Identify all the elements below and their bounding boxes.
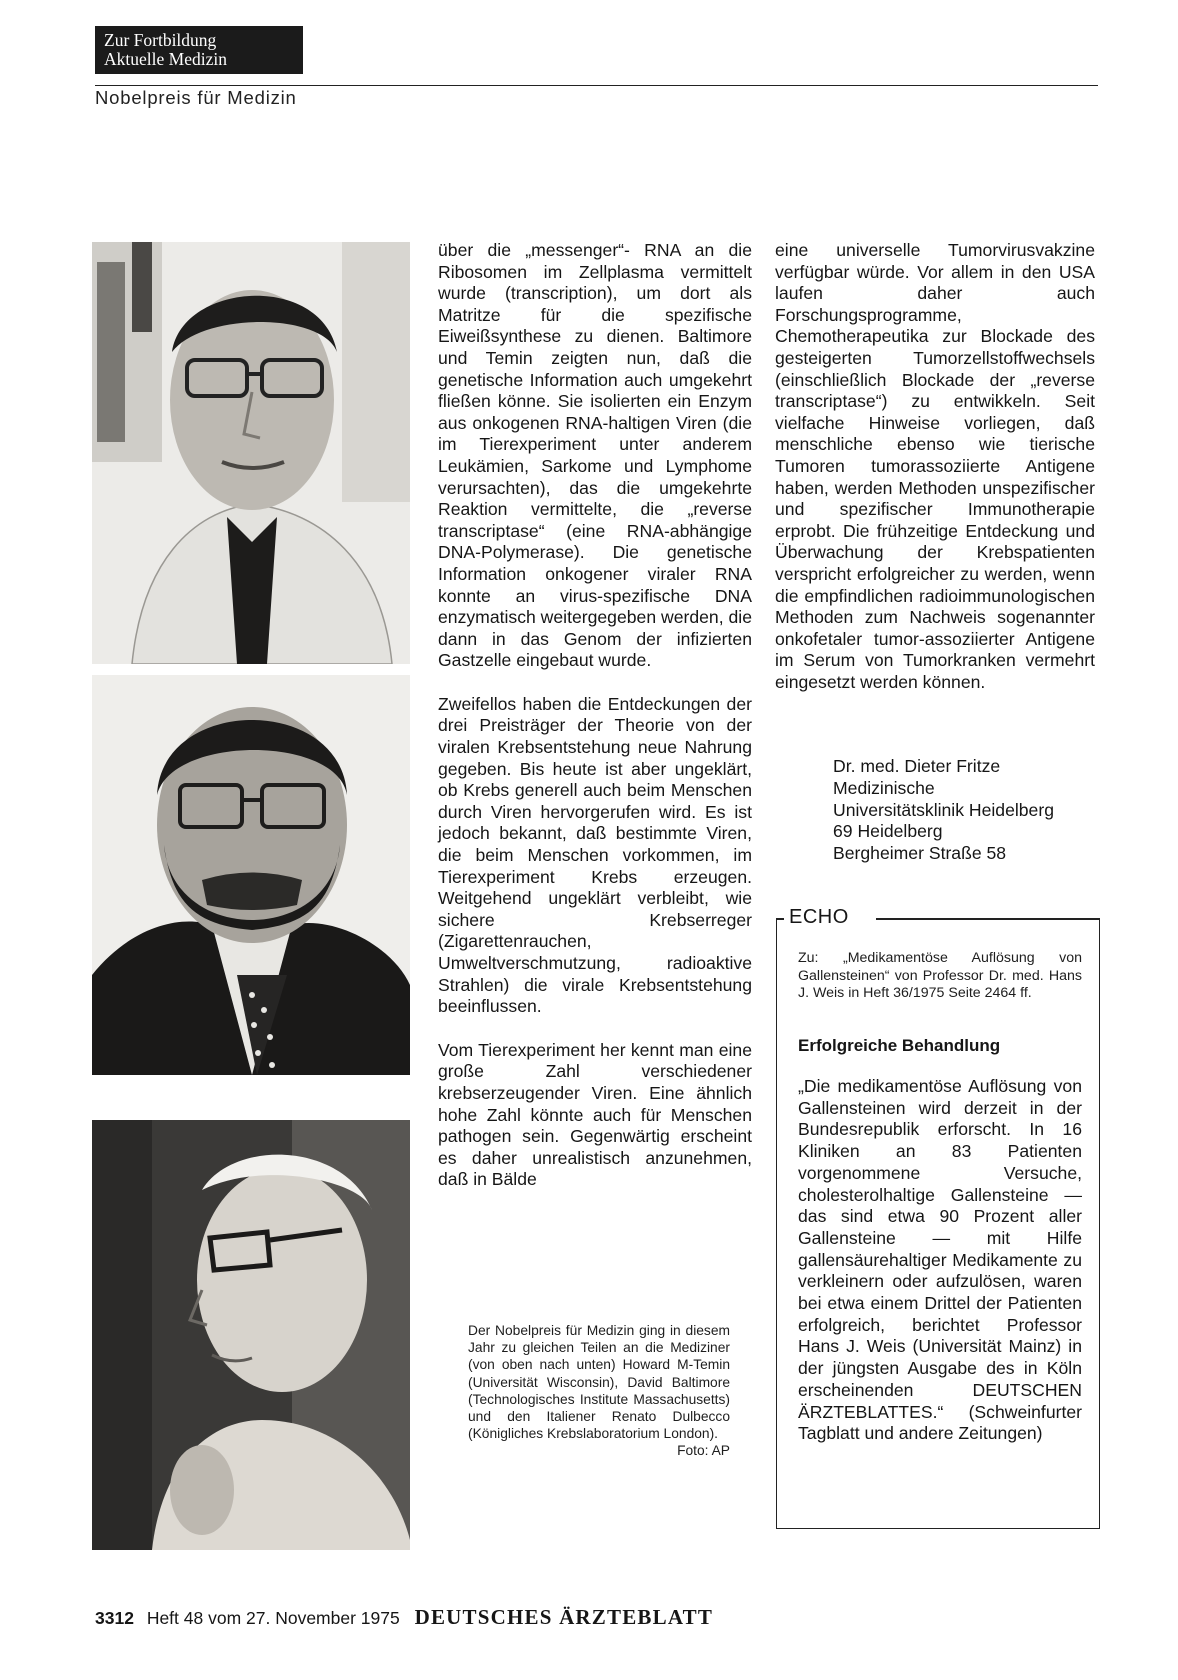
echo-body: „Die medikamentöse Auflösung von Gallensteinen wird derzeit in der Bundesrepublik erforscht. In 16 Kliniken an 83 Patienten vorgenommene Versuche, cholesterolhaltige Gallensteine — das sind etwa 90 Prozent aller Gallensteine — mit Hilfe gallensäurehaltiger Medikamente zu verkleinern oder aufzulösen, waren bei etwa einem Drittel der Patienten erfolgreich, berichtet Professor Hans J. Weis (Universität Mainz) in der jüngsten Ausgabe des in Köln erscheinenden DEUTSCHEN ÄRZTEBLATTES.“ (Schweinfurter Tagblatt und andere Zeitungen) [798,1076,1082,1444]
article-paragraph: eine universelle Tumorvirusvakzine verfügbar würde. Vor allem in den USA laufen daher auch Forschungsprogramme, Chemotherapeutika zur Blockade des gesteigerten Tumorzellstoffwechsels (einschließlich Blockade der „reverse transcriptase“) zu entwikkeln. Seit vielfache Hinweise vorliegen, daß menschliche ebenso wie tierische Tumoren tumorassoziierte Antigene haben, werden Methoden unspezifischer und spezifischer Immunotherapie erprobt. Die frühzeitige Entdeckung und Überwachung der Krebspatienten verspricht erfolgreicher zu werden, wenn die empfindlichen radioimmunologischen Methoden zum Nachweis sogenannter onkofetaler tumor-assoziierter Antigene im Serum von Tumorkranken vermehrt eingesetzt werden können. [775,240,1095,692]
echo-heading: Erfolgreiche Behandlung [798,1036,1001,1055]
article-paragraph: über die „messenger“- RNA an die Ribosomen im Zellplasma vermittelt wurde (transcription), um dort als Matritze für die spezifische Eiweißsynthese zu dienen. Baltimore und Temin zeigten nun, daß die genetische Information auch umgekehrt fließen könne. Sie isolierten ein Enzym aus onkogenen RNA-haltigen Viren (die im Tierexperiment unter anderem Leukämien, Sarkome und Lymphome verursachten), das die umgekehrte Reaktion vermittelte, die „reverse transcriptase“ (eine RNA-abhängige DNA-Polymerase). Die genetische Information onkogener viraler RNA konnte an virus-spezifische DNA enzymatisch weitergegeben werden, die dann in das Genom der infizierten Gastzelle eingebaut wurde. [438,240,752,671]
echo-box-rule [776,918,784,920]
section-label [95,26,303,74]
article-paragraph: Vom Tierexperiment her kennt man eine große Zahl verschiedener krebserzeugender Viren. Eine ähnlich hohe Zahl könnte auch für Menschen pathogen sein. Gegenwärtig erscheint es daher unrealistisch anzunehmen, daß in Bälde [438,1039,752,1190]
echo-title: ECHO [789,906,849,928]
author-name: Dr. med. Dieter Fritze [833,756,1001,776]
photo-credit: Foto: AP [677,1443,730,1459]
portrait-photo-baltimore [92,675,410,1075]
section-label-line2: Aktuelle Medizin [104,49,227,69]
author-address-line: Universitätsklinik Heidelberg [833,799,1054,820]
article-paragraph: Zweifellos haben die Entdeckungen der drei Preisträger der Theorie von der viralen Krebsentstehung neue Nahrung gegeben. Bis heute ist aber ungeklärt, ob Krebs generell auch beim Menschen durch Viren hervorgerufen wird. Es ist jedoch bekannt, daß bestimmte Viren, die beim Menschen vorkommen, im Tierexperiment Krebs erzeugen. Weitgehend ungeklärt verbleibt, wie sichere Krebserreger (Zigarettenrauchen, Umweltverschmutzung, radioaktive Strahlen) die virale Krebsentstehung beeinflussen. [438,693,752,1017]
caption-text: Der Nobelpreis für Medizin ging in diesem Jahr zu gleichen Teilen an die Mediziner (von oben nach unten) Howard M-Temin (Universität Wisconsin), David Baltimore (Technologisches Institute Massachusetts) und den Italiener Renato Dulbecco (Königliches Krebslaboratorium London). [468,1323,730,1442]
page-number: 3312 [95,1608,134,1628]
section-label-line1: Zur Fortbildung [104,30,217,50]
echo-box-rule [876,918,1099,920]
page-footer [95,1605,713,1630]
article-column-right [775,240,1095,693]
rubric-title: Nobelpreis für Medizin [95,87,297,108]
author-address-line: Medizinische [833,777,935,798]
article-column-middle [438,240,752,1191]
header-rule [95,85,1098,86]
issue-info: Heft 48 vom 27. November 1975 [146,1608,400,1628]
portrait-photo-dulbecco [92,1120,410,1550]
photo-caption [468,1322,730,1460]
echo-reference: Zu: „Medikamentöse Auflösung von Gallensteinen“ von Professor Dr. med. Hans J. Weis in Heft 36/1975 Seite 2464 ff. [798,950,1082,1001]
portrait-photo-temin [92,242,410,664]
author-address [833,756,1054,865]
journal-masthead: DEUTSCHES ÄRZTEBLATT [414,1605,714,1629]
author-address-line: Bergheimer Straße 58 [833,843,1007,864]
author-address-line: 69 Heidelberg [833,821,943,842]
